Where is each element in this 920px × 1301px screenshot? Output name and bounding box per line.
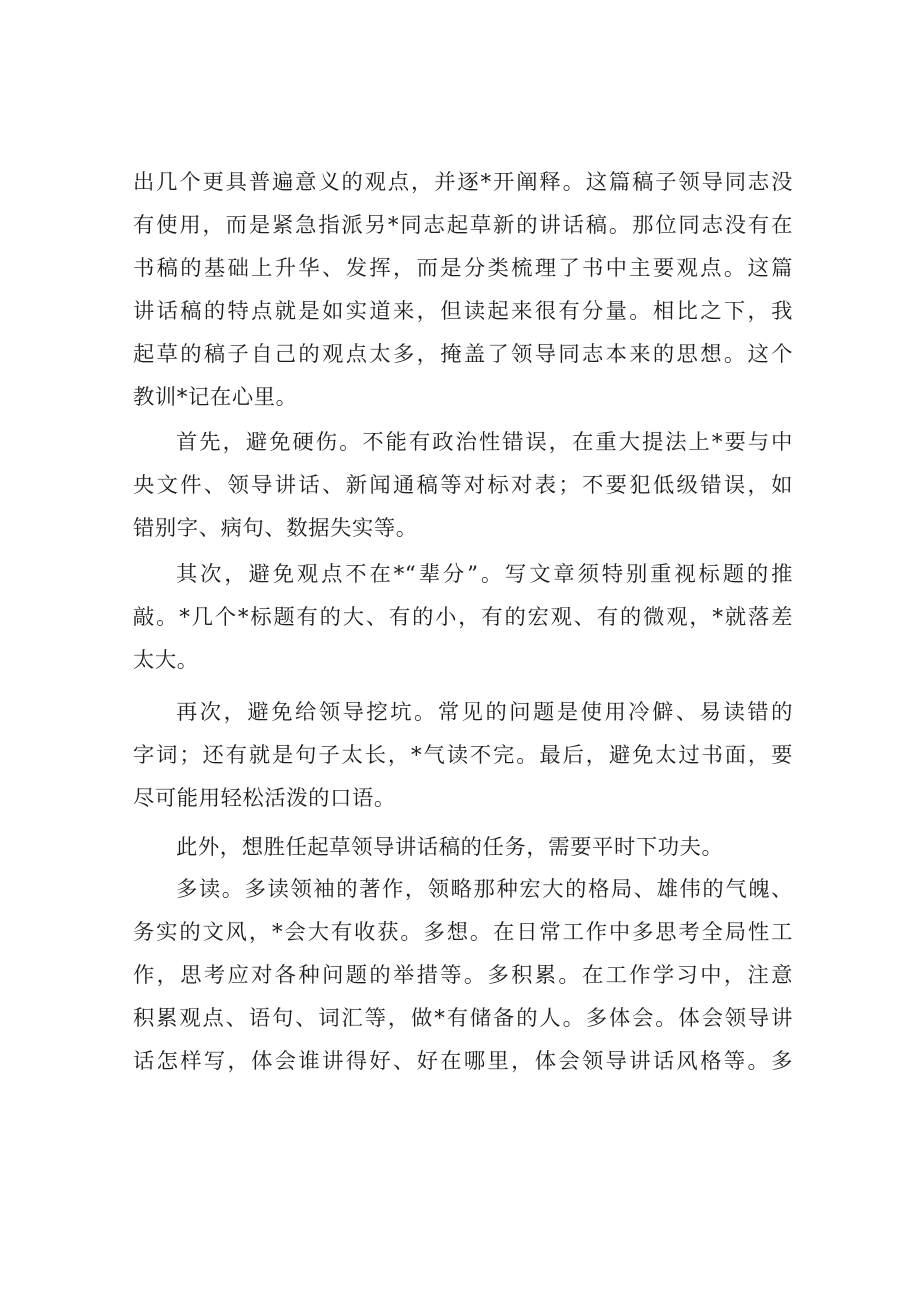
text-line: 有使用，而是紧急指派另*同志起草新的讲话稿。那位同志没有在 xyxy=(133,213,793,238)
text-line: 教训*记在心里。 xyxy=(133,385,298,410)
text-line: 作，思考应对各种问题的举措等。多积累。在工作学习中，注意 xyxy=(133,963,793,988)
text-line: 央文件、领导讲话、新闻通稿等对标对表；不要犯低级错误，如 xyxy=(133,473,793,498)
text-line: 敲。*几个*标题有的大、有的小，有的宏观、有的微观，*就落差 xyxy=(133,605,793,630)
text-line: 多读。多读领袖的著作，领略那种宏大的格局、雄伟的气魄、 xyxy=(176,877,793,902)
text-line: 书稿的基础上升华、发挥，而是分类梳理了书中主要观点。这篇 xyxy=(133,256,793,281)
text-line: 其次，避免观点不在*“辈分”。写文章须特别重视标题的推 xyxy=(176,562,793,587)
text-line: 此外，想胜任起草领导讲话稿的任务，需要平时下功夫。 xyxy=(176,835,724,860)
text-line: 首先，避免硬伤。不能有政治性错误，在重大提法上*要与中 xyxy=(176,430,793,455)
text-line: 字词；还有就是句子太长，*气读不完。最后，避免太过书面，要 xyxy=(133,743,793,768)
text-line: 再次，避免给领导挖坑。常见的问题是使用冷僻、易读错的 xyxy=(176,700,793,725)
text-line: 讲话稿的特点就是如实道来，但读起来很有分量。相比之下，我 xyxy=(133,299,793,324)
text-line: 话怎样写，体会谁讲得好、好在哪里，体会领导讲话风格等。多 xyxy=(133,1049,793,1074)
text-line: 务实的文风，*会大有收获。多想。在日常工作中多思考全局性工 xyxy=(133,920,793,945)
text-line: 错别字、病句、数据失实等。 xyxy=(133,516,418,541)
text-line: 出几个更具普遍意义的观点，并逐*开阐释。这篇稿子领导同志没 xyxy=(133,170,793,195)
text-line: 太大。 xyxy=(133,648,199,673)
text-line: 起草的稿子自己的观点太多，掩盖了领导同志本来的思想。这个 xyxy=(133,342,793,367)
text-line: 尽可能用轻松活泼的口语。 xyxy=(133,786,396,811)
text-line: 积累观点、语句、词汇等，做*有储备的人。多体会。体会领导讲 xyxy=(133,1006,793,1031)
